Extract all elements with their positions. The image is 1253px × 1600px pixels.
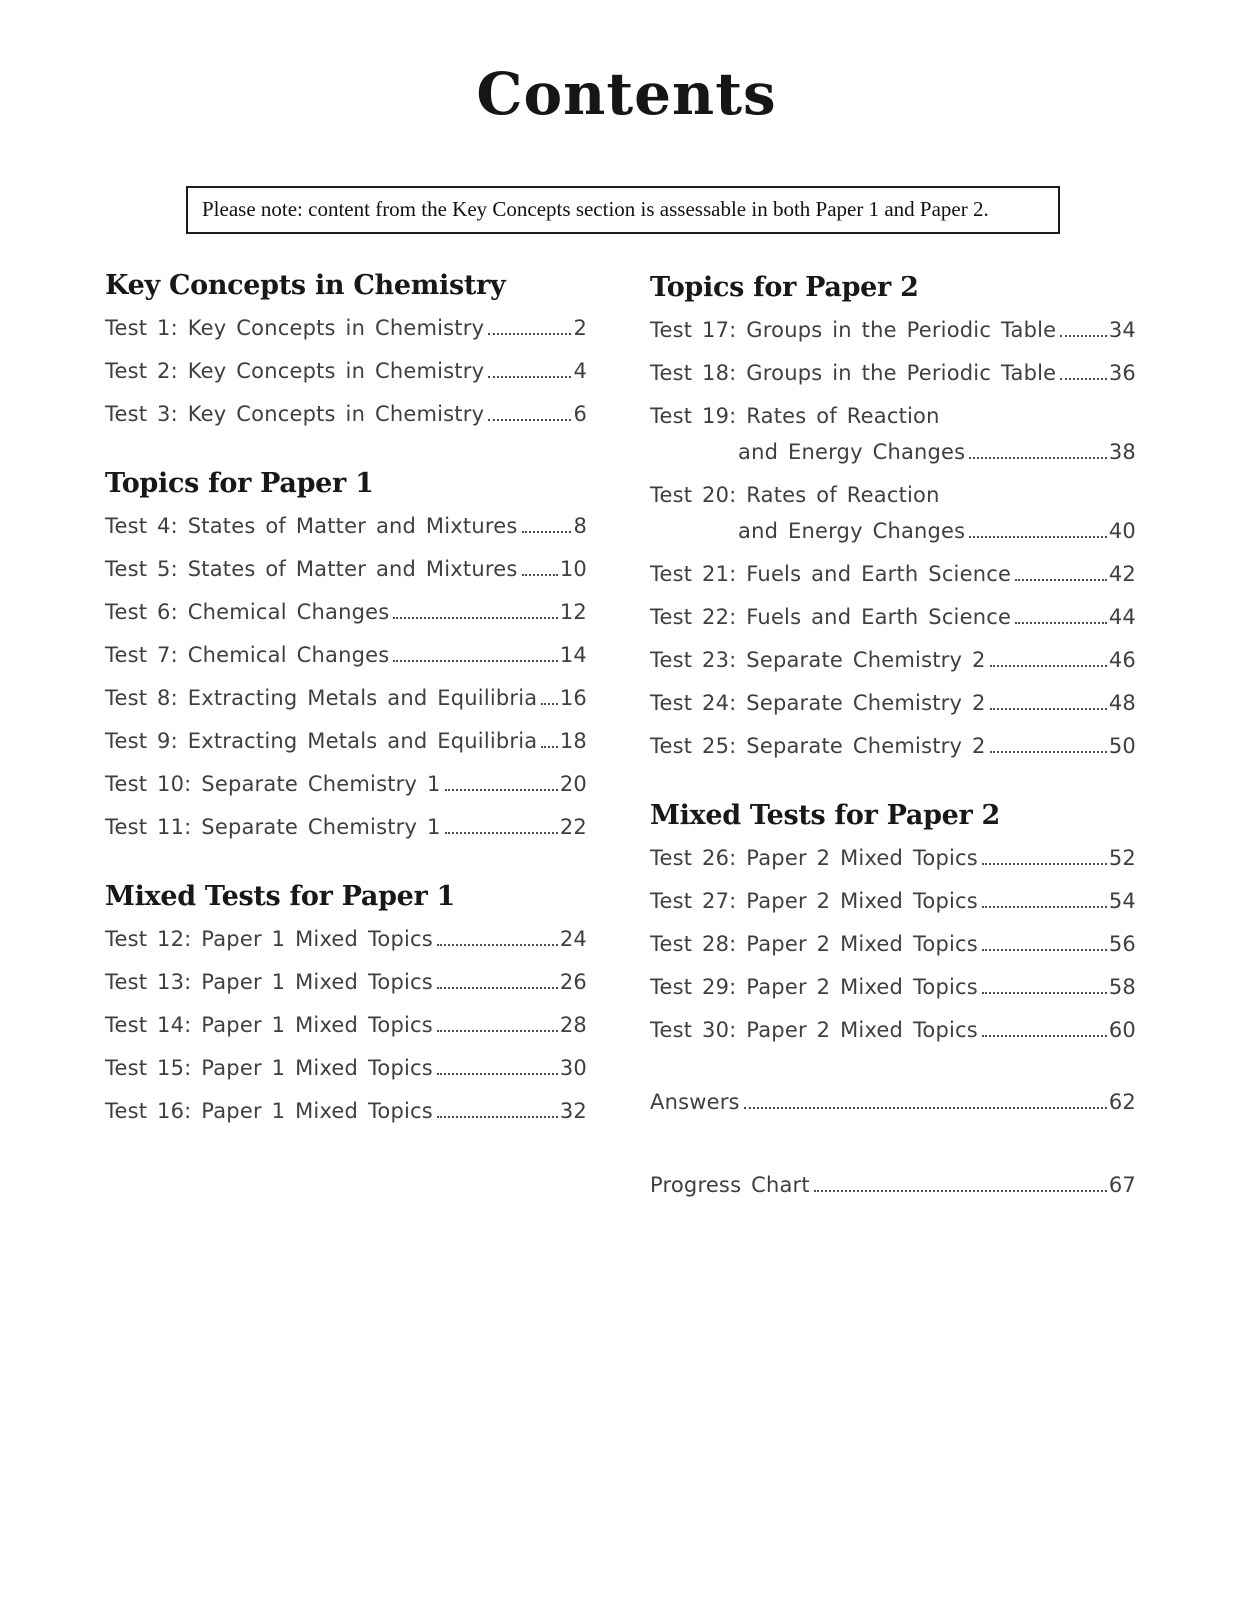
toc-entry-label: Test 26: Paper 2 Mixed Topics — [650, 846, 978, 870]
dot-leader — [969, 536, 1107, 538]
toc-entry-page: 18 — [559, 729, 587, 753]
toc-entry-label: Test 28: Paper 2 Mixed Topics — [650, 932, 978, 956]
toc-entry-page: 16 — [559, 686, 587, 710]
toc-entry-label: Test 1: Key Concepts in Chemistry — [105, 316, 485, 340]
toc-entry-page: 22 — [559, 815, 587, 839]
toc-entry-label: Test 3: Key Concepts in Chemistry — [105, 402, 485, 426]
toc-entry — [105, 1056, 587, 1080]
toc-entry-label: Test 7: Chemical Changes — [105, 643, 390, 667]
toc-entry — [105, 970, 587, 994]
dot-leader — [982, 1035, 1107, 1037]
toc-entry — [105, 1013, 587, 1037]
toc-entry — [650, 889, 1136, 913]
toc-entry-page: 60 — [1108, 1018, 1136, 1042]
toc-entry-page: 42 — [1108, 562, 1136, 586]
toc-entry-page: 46 — [1108, 648, 1136, 672]
dot-leader — [541, 746, 558, 748]
dot-leader — [990, 665, 1107, 667]
page-title: Contents — [476, 60, 777, 128]
dot-leader — [982, 906, 1107, 908]
toc-entry-label: Test 23: Separate Chemistry 2 — [650, 648, 986, 672]
toc-entry-page: 28 — [559, 1013, 587, 1037]
note-text: Please note: content from the Key Concepts section is assessable in both Paper 1 and Paper 2. — [202, 197, 989, 221]
toc-entry — [650, 318, 1136, 342]
toc-entry — [105, 643, 587, 667]
toc-entry-page: 26 — [559, 970, 587, 994]
toc-entry — [650, 691, 1136, 715]
dot-leader — [982, 863, 1107, 865]
toc-entry-page: 62 — [1108, 1090, 1136, 1114]
dot-leader — [488, 419, 571, 421]
dot-leader — [990, 708, 1107, 710]
dot-leader — [393, 660, 557, 662]
toc-entry-page: 30 — [559, 1056, 587, 1080]
toc-entry-label: Test 5: States of Matter and Mixtures — [105, 557, 518, 581]
toc-entry — [650, 1090, 1136, 1114]
dot-leader — [744, 1107, 1107, 1109]
dot-leader — [437, 1073, 558, 1075]
toc-entry-line1 — [650, 404, 1136, 428]
dot-leader — [393, 617, 557, 619]
toc-entry — [105, 686, 587, 710]
toc-entry — [105, 402, 587, 426]
toc-entry — [105, 927, 587, 951]
dot-leader — [982, 949, 1107, 951]
toc-entry-page: 2 — [573, 316, 587, 340]
toc-entry-page: 40 — [1108, 519, 1136, 543]
toc-entry-page: 24 — [559, 927, 587, 951]
section-heading: Topics for Paper 2 — [650, 272, 919, 303]
toc-entry-label-continued: and Energy Changes — [738, 519, 966, 543]
toc-entry-page: 56 — [1108, 932, 1136, 956]
section-heading: Mixed Tests for Paper 1 — [105, 881, 456, 912]
toc-entry-page: 8 — [573, 514, 587, 538]
toc-entry — [650, 1018, 1136, 1042]
toc-entry — [650, 562, 1136, 586]
toc-entry-label: Test 13: Paper 1 Mixed Topics — [105, 970, 433, 994]
toc-entry-page: 50 — [1108, 734, 1136, 758]
toc-entry — [105, 514, 587, 538]
section-heading: Topics for Paper 1 — [105, 468, 374, 499]
toc-entry — [105, 815, 587, 839]
dot-leader — [814, 1190, 1107, 1192]
toc-column-left — [105, 270, 587, 1142]
toc-entry-page: 32 — [559, 1099, 587, 1123]
toc-entry-label: Test 9: Extracting Metals and Equilibria — [105, 729, 538, 753]
toc-entry-label: Test 10: Separate Chemistry 1 — [105, 772, 441, 796]
toc-section — [105, 270, 587, 426]
toc-entry — [650, 734, 1136, 758]
toc-entry-page: 52 — [1108, 846, 1136, 870]
dot-leader — [488, 333, 571, 335]
toc-entry-page: 20 — [559, 772, 587, 796]
toc-entry-label: Test 12: Paper 1 Mixed Topics — [105, 927, 433, 951]
toc-entry-label-continued: and Energy Changes — [738, 440, 966, 464]
dot-leader — [982, 992, 1107, 994]
toc-entry — [650, 605, 1136, 629]
dot-leader — [990, 751, 1107, 753]
toc-entry — [650, 648, 1136, 672]
dot-leader — [1060, 378, 1107, 380]
dot-leader — [1015, 622, 1107, 624]
toc-entry — [105, 359, 587, 383]
toc-entry-label: Test 30: Paper 2 Mixed Topics — [650, 1018, 978, 1042]
toc-entry — [650, 483, 1136, 543]
toc-entry-label: Test 29: Paper 2 Mixed Topics — [650, 975, 978, 999]
toc-entry-page: 6 — [573, 402, 587, 426]
toc-entry-label: Test 27: Paper 2 Mixed Topics — [650, 889, 978, 913]
toc-entry-page: 58 — [1108, 975, 1136, 999]
toc-entry-label: Answers — [650, 1090, 740, 1114]
toc-entry — [105, 557, 587, 581]
toc-entry — [650, 1173, 1136, 1197]
toc-entry-line1 — [650, 483, 1136, 507]
dot-leader — [1060, 335, 1107, 337]
toc-entry-page: 54 — [1108, 889, 1136, 913]
toc-entry — [105, 1099, 587, 1123]
toc-entry-line2 — [738, 519, 1136, 543]
toc-entry-label: Test 16: Paper 1 Mixed Topics — [105, 1099, 433, 1123]
dot-leader — [522, 531, 572, 533]
dot-leader — [445, 789, 558, 791]
section-heading: Key Concepts in Chemistry — [105, 270, 506, 301]
toc-entry-page: 12 — [559, 600, 587, 624]
toc-entry-label: Test 17: Groups in the Periodic Table — [650, 318, 1057, 342]
note-box — [186, 186, 1060, 234]
toc-entry-label: Test 21: Fuels and Earth Science — [650, 562, 1012, 586]
toc-entry-label: Progress Chart — [650, 1173, 810, 1197]
toc-entry-label: Test 6: Chemical Changes — [105, 600, 390, 624]
toc-section — [650, 272, 1136, 758]
toc-entry-label: Test 15: Paper 1 Mixed Topics — [105, 1056, 433, 1080]
dot-leader — [488, 376, 571, 378]
toc-entry-page: 38 — [1108, 440, 1136, 464]
toc-entry — [650, 404, 1136, 464]
toc-entry-label: Test 25: Separate Chemistry 2 — [650, 734, 986, 758]
toc-section — [650, 1090, 1136, 1197]
dot-leader — [522, 574, 558, 576]
dot-leader — [437, 944, 558, 946]
dot-leader — [969, 457, 1107, 459]
toc-entry-label: Test 11: Separate Chemistry 1 — [105, 815, 441, 839]
toc-entry-page: 44 — [1108, 605, 1136, 629]
dot-leader — [445, 832, 558, 834]
dot-leader — [437, 1116, 558, 1118]
toc-section — [105, 881, 587, 1123]
toc-entry-label: Test 2: Key Concepts in Chemistry — [105, 359, 485, 383]
dot-leader — [437, 1030, 558, 1032]
toc-entry-label: Test 18: Groups in the Periodic Table — [650, 361, 1057, 385]
toc-entry-label: Test 20: Rates of Reaction — [650, 483, 940, 507]
toc-entry-label: Test 24: Separate Chemistry 2 — [650, 691, 986, 715]
toc-entry-page: 48 — [1108, 691, 1136, 715]
toc-entry-label: Test 4: States of Matter and Mixtures — [105, 514, 518, 538]
toc-column-right — [650, 272, 1136, 1256]
toc-entry — [105, 600, 587, 624]
toc-entry-page: 10 — [559, 557, 587, 581]
toc-entry-label: Test 8: Extracting Metals and Equilibria — [105, 686, 538, 710]
dot-leader — [437, 987, 558, 989]
toc-entry — [105, 316, 587, 340]
toc-entry-page: 14 — [559, 643, 587, 667]
section-heading: Mixed Tests for Paper 2 — [650, 800, 1001, 831]
toc-entry-label: Test 14: Paper 1 Mixed Topics — [105, 1013, 433, 1037]
toc-entry-page: 4 — [573, 359, 587, 383]
toc-entry — [650, 932, 1136, 956]
toc-entry — [650, 975, 1136, 999]
toc-entry — [105, 729, 587, 753]
toc-entry-line2 — [738, 440, 1136, 464]
toc-entry — [105, 772, 587, 796]
toc-entry — [650, 361, 1136, 385]
toc-entry — [650, 846, 1136, 870]
dot-leader — [541, 703, 558, 705]
toc-entry-page: 67 — [1108, 1173, 1136, 1197]
toc-entry-label: Test 22: Fuels and Earth Science — [650, 605, 1012, 629]
toc-section — [105, 468, 587, 839]
toc-entry-page: 36 — [1108, 361, 1136, 385]
toc-section — [650, 800, 1136, 1042]
toc-entry-label: Test 19: Rates of Reaction — [650, 404, 940, 428]
dot-leader — [1015, 579, 1107, 581]
toc-entry-page: 34 — [1108, 318, 1136, 342]
